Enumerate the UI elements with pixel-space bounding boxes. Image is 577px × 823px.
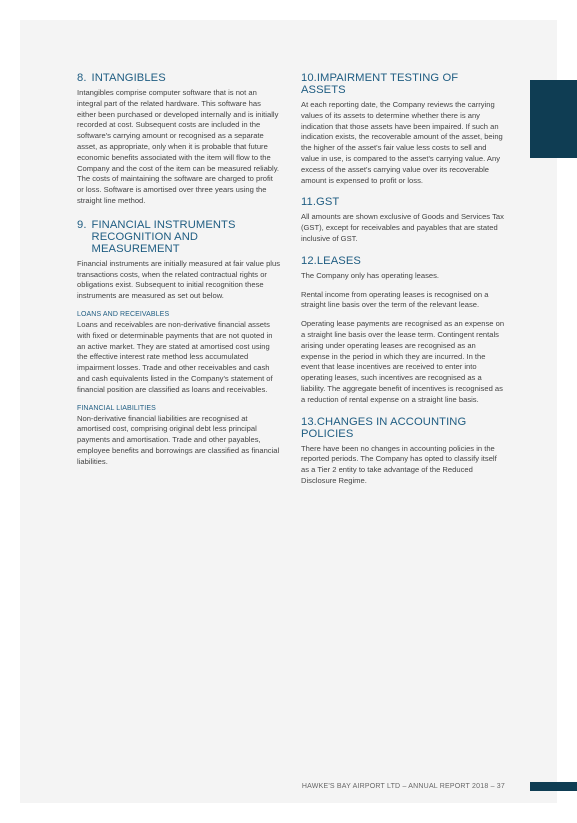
section-title: INTANGIBLES: [91, 72, 166, 84]
section-leases: [301, 255, 505, 406]
section-heading: [77, 219, 281, 255]
paragraph: Operating lease payments are recognised as an expense on a straight line basis over the lease term. Contingent rentals arising under operating leases are recognised as an expense in the period in which they are incurred. In the event that lease incentives are received to enter into operating leases, such incentives are recognised as a liability. The aggregate benefit of incentives is recognised as a reduction of rental expense on a straight line basis.: [301, 319, 505, 404]
section-number: 8.: [77, 72, 87, 84]
left-column: [77, 72, 281, 478]
section-number: 9.: [77, 218, 87, 231]
section-title: FINANCIAL INSTRUMENTS RECOGNITION AND MEASUREMENT: [91, 218, 236, 255]
footer-accent-bar: [530, 782, 577, 791]
paragraph: Financial instruments are initially measured at fair value plus transactions costs, when the related contractual rights or obligations exist. Subsequent to initial recognition these instruments are measured as set out below.: [77, 258, 281, 301]
section-title: 10.IMPAIRMENT TESTING OF ASSETS: [301, 72, 459, 96]
subheading-financial-liabilities: FINANCIAL LIABILITIES: [77, 404, 156, 412]
paragraph: The Company only has operating leases.: [301, 270, 440, 280]
section-tab: [530, 80, 577, 158]
paragraph: Loans and receivables are non-derivative financial assets with fixed or determinable payments that are not quoted in an active market. They are stated at amortised cost using the effective interest rate method less accumulated impairment losses. Trade and other receivables and cash and cash equivalents listed in the Company's statement of financial position are classified as loans and receivables.: [77, 319, 273, 394]
section-title: 11.GST: [301, 196, 340, 209]
paragraph: Non-derivative financial liabilities are recognised at amortised cost, comprising original debt less principal payments and amortisation. Trade and other payables, employee benefits and borrowings are classified as financial liabilities.: [77, 413, 280, 466]
paragraph: Intangibles comprise computer software that is not an integral part of the related hardware. This software has either been purchased or developed internally and is initially recorded at cost. Subsequent costs are included in the software's carrying amount or recognised as a separate asset, as appropriate, only when it is probable that future economic benefits associated with the item will flow to the Company and the cost of the item can be measured reliably. The costs of maintaining the software are charged to profit or loss. Software is amortised over three years using the straight line method.: [77, 88, 280, 205]
section-impairment: [301, 72, 505, 186]
section-financial-instruments: [77, 219, 281, 468]
section-title: 12.LEASES: [301, 254, 361, 267]
section-intangibles: [77, 72, 281, 207]
section-gst: [301, 196, 505, 244]
section-heading: [77, 72, 281, 84]
page-footer: HAWKE'S BAY AIRPORT LTD – ANNUAL REPORT 2018 – 37: [301, 783, 505, 790]
paragraph: There have been no changes in accounting policies in the reported periods. The Company has opted to classify itself as a Tier 2 entity to take advantage of the Reduced Disclosure Regime.: [301, 443, 497, 485]
paragraph: At each reporting date, the Company reviews the carrying values of its assets to determine whether there is any indication that those assets have been impaired. If such an indication exists, the recoverable amount of the asset, being the higher of the asset's fair value less costs to sell and value in use, is compared to the asset's carrying value. Any excess of the asset's carrying value over its recoverable amount is expensed to profit or loss.: [301, 100, 503, 185]
section-accounting-policies: [301, 416, 505, 487]
paragraph: All amounts are shown exclusive of Goods and Services Tax (GST), except for receivables and payables that are stated inclusive of GST.: [301, 212, 504, 243]
section-title: 13.CHANGES IN ACCOUNTING POLICIES: [301, 415, 467, 440]
subheading-loans-receivables: LOANS AND RECEIVABLES: [77, 310, 170, 318]
paragraph: Rental income from operating leases is recognised on a straight line basis over the term of the relevant lease.: [301, 289, 489, 310]
right-column: [301, 72, 505, 497]
